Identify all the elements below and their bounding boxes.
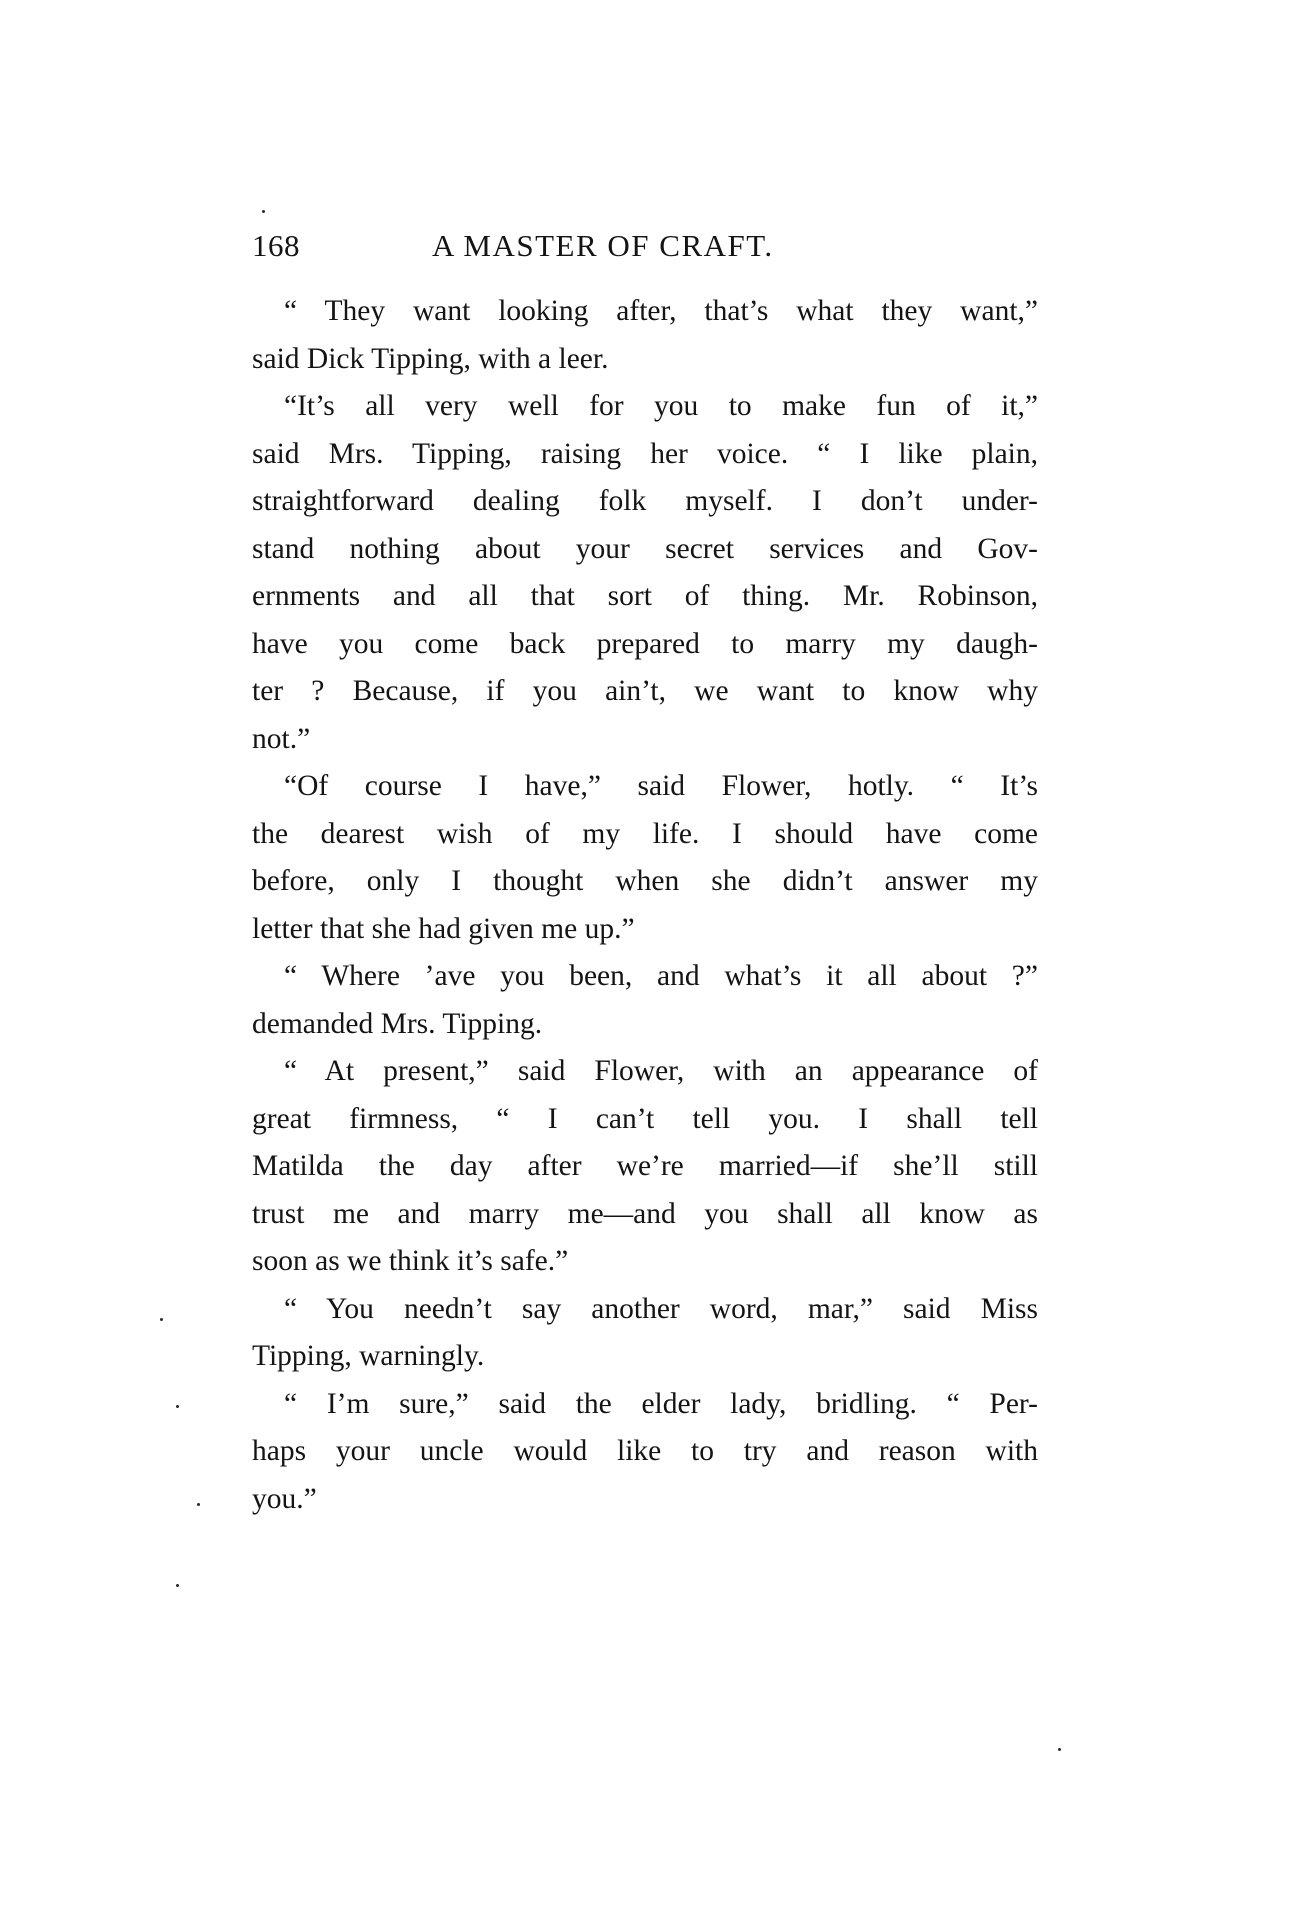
paragraph xyxy=(252,763,1038,953)
text-line: straightforward dealing folk myself. I don’t under- xyxy=(252,485,1038,517)
paragraph xyxy=(252,1048,1038,1286)
page-number: 168 xyxy=(252,228,300,263)
text-line: “Of course I have,” said Flower, hotly. “ It’s xyxy=(284,770,1038,802)
text-line: you.” xyxy=(252,1482,317,1515)
text-line: said Dick Tipping, with a leer. xyxy=(252,342,609,375)
text-line: ter ? Because, if you ain’t, we want to know why xyxy=(252,675,1038,707)
text-line: ernments and all that sort of thing. Mr. Robinson, xyxy=(252,580,1038,612)
paragraph xyxy=(252,288,1038,383)
ink-speck xyxy=(176,1584,179,1587)
text-line: “ You needn’t say another word, mar,” said Miss xyxy=(284,1292,1038,1325)
text-line: before, only I thought when she didn’t answer my xyxy=(252,865,1038,897)
running-head xyxy=(252,226,872,266)
text-line: letter that she had given me up.” xyxy=(252,912,635,945)
ink-speck xyxy=(197,1503,200,1506)
paragraph xyxy=(252,953,1038,1048)
paragraph xyxy=(252,1381,1038,1524)
text-line: “It’s all very well for you to make fun of it,” xyxy=(284,390,1038,422)
text-line: “ I’m sure,” said the elder lady, bridling. “ Per- xyxy=(284,1387,1038,1420)
paragraph xyxy=(252,383,1038,763)
text-line: Matilda the day after we’re married—if she’ll still xyxy=(252,1150,1038,1182)
text-line: have you come back prepared to marry my daugh- xyxy=(252,627,1038,660)
text-line: demanded Mrs. Tipping. xyxy=(252,1007,543,1040)
text-line: “ Where ’ave you been, and what’s it all about ?” xyxy=(284,960,1038,992)
text-line: the dearest wish of my life. I should have come xyxy=(252,817,1038,850)
ink-speck xyxy=(176,1405,179,1408)
text-line: Tipping, warningly. xyxy=(252,1340,485,1372)
paragraph xyxy=(252,1286,1038,1381)
ink-speck xyxy=(262,210,265,213)
body-text xyxy=(252,288,1038,1523)
text-line: trust me and marry me—and you shall all know as xyxy=(252,1197,1038,1230)
text-line: haps your uncle would like to try and reason with xyxy=(252,1435,1038,1467)
text-line: soon as we think it’s safe.” xyxy=(252,1245,569,1277)
text-line: said Mrs. Tipping, raising her voice. “ I like plain, xyxy=(252,437,1038,470)
text-line: “ They want looking after, that’s what they want,” xyxy=(284,295,1038,327)
ink-speck xyxy=(160,1318,163,1321)
ink-speck xyxy=(1058,1748,1061,1751)
text-line: great firmness, “ I can’t tell you. I shall tell xyxy=(252,1102,1038,1135)
text-line: not.” xyxy=(252,722,311,755)
running-title: A MASTER OF CRAFT. xyxy=(432,228,774,263)
text-line: “ At present,” said Flower, with an appearance of xyxy=(284,1055,1038,1087)
text-line: stand nothing about your secret services and Gov- xyxy=(252,532,1038,565)
